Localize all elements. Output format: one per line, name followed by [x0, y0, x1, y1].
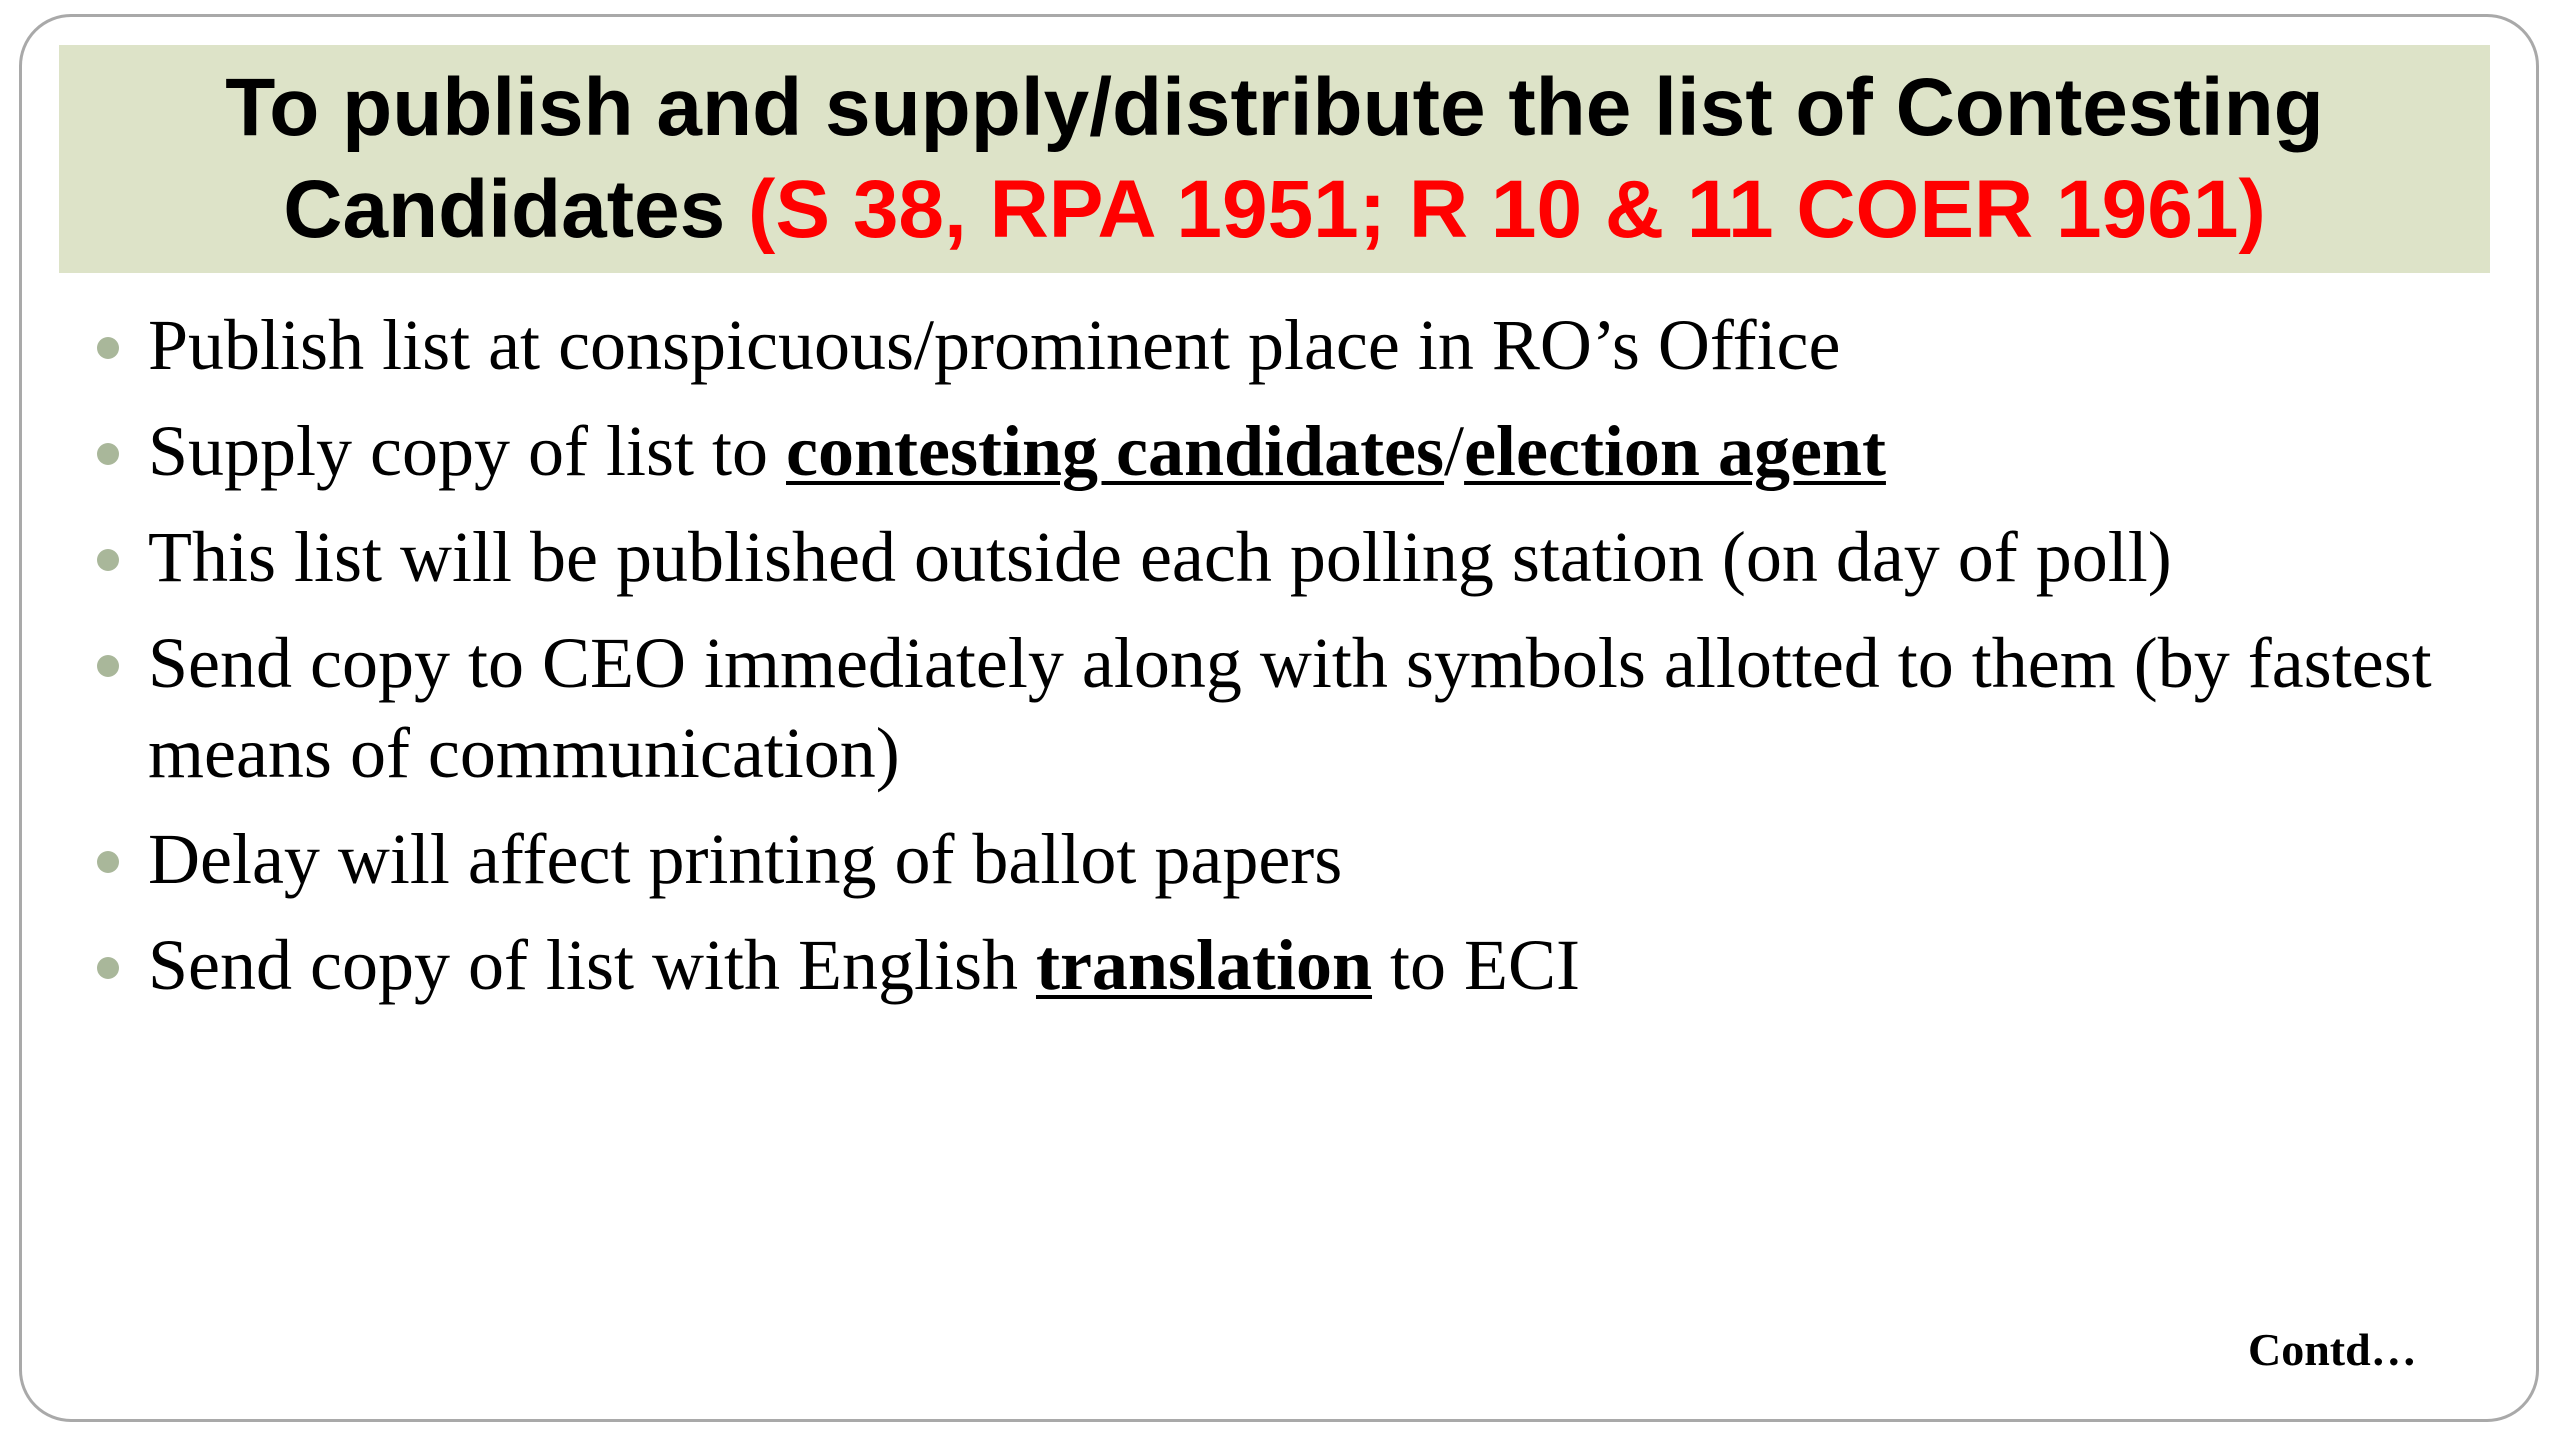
- title-banner: [59, 45, 2490, 273]
- bullet-dot-icon: [97, 443, 119, 465]
- title-main-text: Candidates: [283, 164, 726, 255]
- bullet-item-send-to-eci: [90, 920, 2470, 1010]
- bullet-text: This list will be published outside each polling station (on day of poll): [148, 517, 2172, 597]
- bullet-text: Publish list at conspicuous/prominent place in RO’s Office: [148, 305, 1841, 385]
- continued-label: Contd…: [2248, 1324, 2417, 1375]
- bullet-dot-icon: [97, 337, 119, 359]
- bullet-item-polling-station: [90, 512, 2470, 602]
- bullet-item-delay: [90, 814, 2470, 904]
- bullet-item-supply-copy: [90, 406, 2470, 496]
- bullet-text: Send copy to CEO immediately along with symbols allotted to them (by fastest means of communication): [148, 623, 2432, 793]
- bullet-dot-icon: [97, 957, 119, 979]
- emphasis-translation: translation: [1035, 925, 1373, 1005]
- bullet-text: Delay will affect printing of ballot papers: [148, 819, 1343, 899]
- bullet-dot-icon: [97, 549, 119, 571]
- bullet-dot-icon: [97, 851, 119, 873]
- bullet-list: [90, 300, 2470, 1026]
- bullet-text-after: to ECI: [1372, 925, 1580, 1005]
- bullet-item-publish-list: [90, 300, 2470, 390]
- title-line-2: [283, 159, 2266, 261]
- bullet-text: Supply copy of list to: [148, 411, 787, 491]
- title-citation: (S 38, RPA 1951; R 10 & 11 COER 1961): [748, 164, 2266, 255]
- title-line-1: To publish and supply/distribute the list of Contesting: [225, 62, 2324, 153]
- bullet-item-send-to-ceo: [90, 618, 2470, 798]
- emphasis-contesting-candidates: contesting candidates: [786, 411, 1445, 491]
- bullet-text: Send copy of list with English: [148, 925, 1036, 1005]
- emphasis-election-agent: election agent: [1464, 411, 1886, 491]
- separator-slash: /: [1444, 411, 1465, 491]
- bullet-dot-icon: [97, 655, 119, 677]
